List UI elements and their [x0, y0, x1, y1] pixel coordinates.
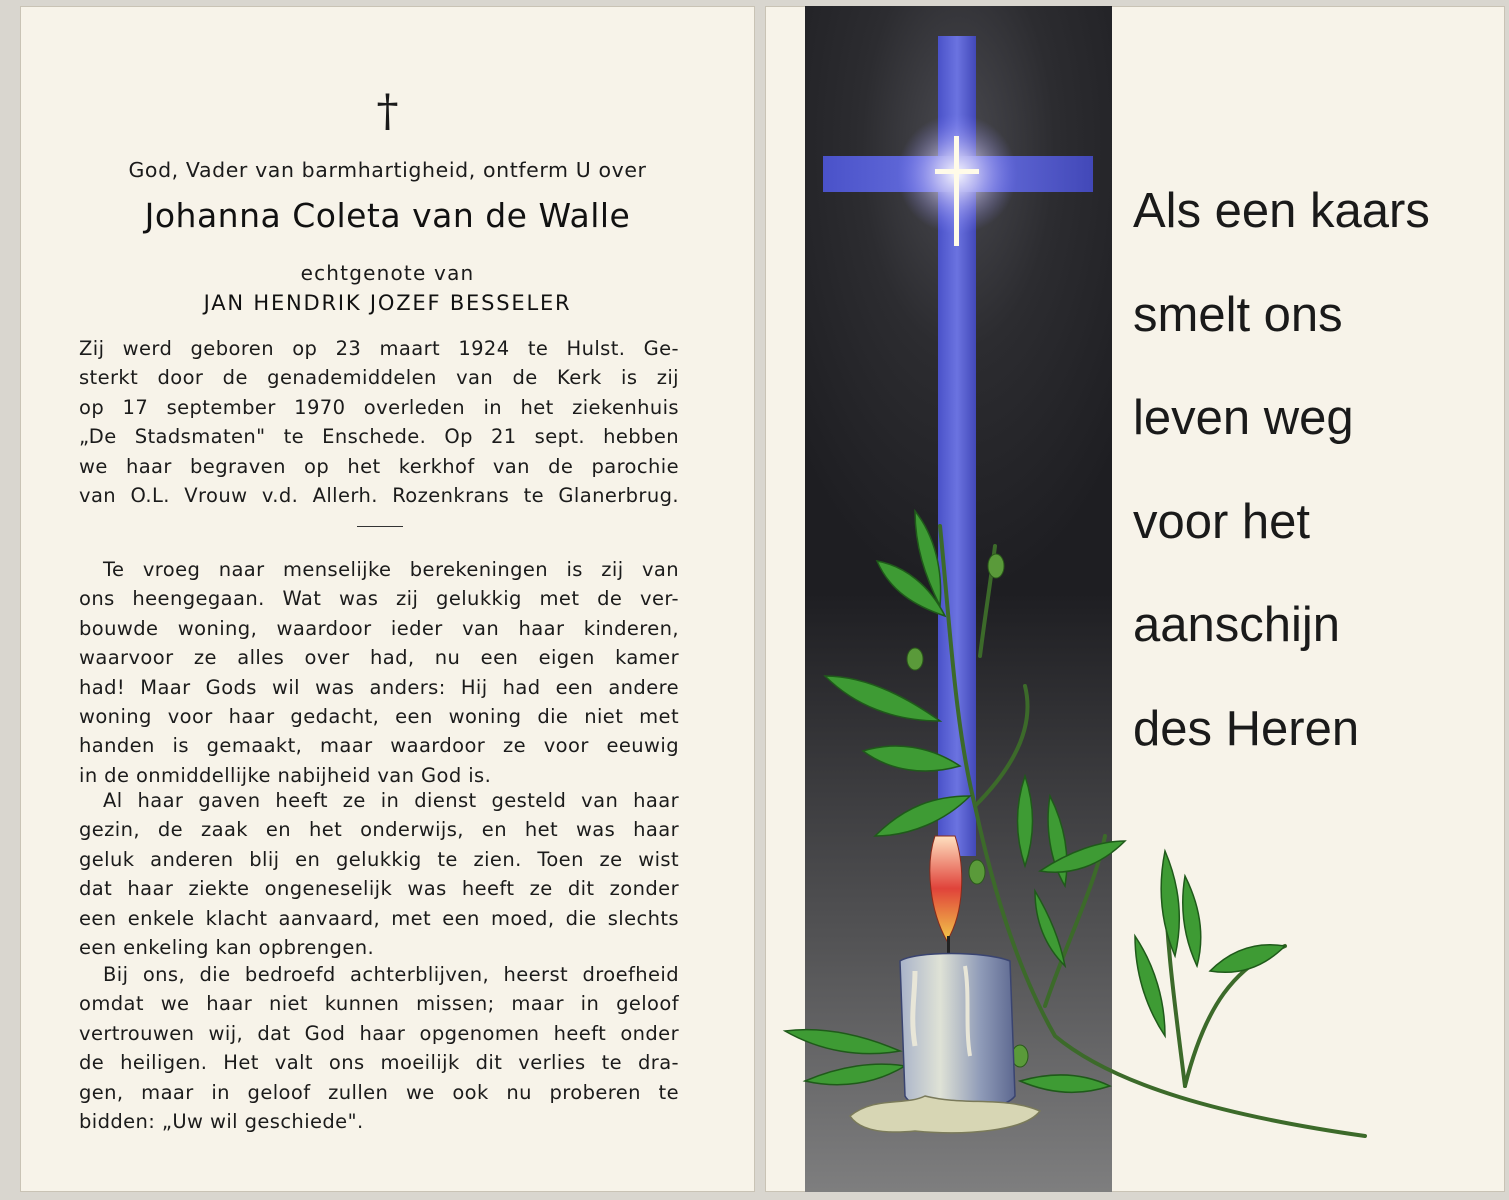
text-line: de heiligen. Het valt ons moeilijk dit verlies te dra-	[79, 1051, 679, 1075]
text-line: een enkeling kan opbrengen.	[79, 935, 375, 959]
poem-line: Als een kaars	[1133, 184, 1430, 238]
cross-icon: †	[376, 86, 399, 137]
text-line: geluk anderen blij en gelukkig te zien. Toen ze wist	[79, 847, 679, 871]
text-line: in de onmiddellijke nabijheid van God is.	[79, 763, 492, 787]
text-line: vertrouwen wij, dat God haar opgenomen heeft onder	[79, 1021, 679, 1045]
poem-line: aanschijn	[1133, 598, 1341, 652]
poem	[1133, 181, 1430, 802]
text-line: waarvoor ze alles over had, nu een eigen kamer	[79, 646, 679, 670]
cross-icon	[823, 36, 1093, 856]
divider	[357, 526, 403, 527]
text-line: dat haar ziekte ongeneselijk was heeft ze dit zonder	[79, 877, 679, 901]
memorial-card-image-side	[765, 6, 1505, 1192]
text-line: Al haar gaven heeft ze in dienst gesteld van haar	[103, 789, 679, 812]
poem-line: des Heren	[1133, 701, 1360, 756]
text-line: ons heengegaan. Wat was zij gelukkig met de ver-	[79, 587, 679, 611]
text-line: „De Stadsmaten" te Enschede. Op 21 sept. hebben	[79, 425, 679, 449]
text-line: Bij ons, die bedroefd achterblijven, heerst droefheid	[103, 963, 679, 986]
text-line: woning voor haar gedacht, een woning die niet met	[79, 704, 679, 728]
text-line: sterkt door de genademiddelen van de Kerk is zij	[79, 366, 679, 390]
reflection-paragraph-2	[79, 786, 679, 962]
deceased-name: Johanna Coleta van de Walle	[144, 196, 631, 235]
biography-paragraph	[79, 334, 679, 510]
text-line: gen, maar in geloof zullen we ook nu proberen te	[79, 1080, 679, 1104]
spouse-name: JAN HENDRIK JOZEF BESSELER	[203, 291, 572, 315]
text-line: van O.L. Vrouw v.d. Allerh. Rozenkrans te Glanerbrug.	[79, 483, 679, 507]
text-line: bouwde woning, waardoor ieder van haar kinderen,	[79, 616, 679, 640]
text-line: een enkele klacht aanvaard, met een moed, die slechts	[79, 906, 679, 930]
text-line: Te vroeg naar menselijke berekeningen is zij van	[103, 558, 679, 581]
invocation: God, Vader van barmhartigheid, ontferm U over	[128, 158, 647, 182]
text-line: omdat we haar niet kunnen missen; maar in geloof	[79, 992, 679, 1016]
reflection-paragraph-3	[79, 960, 679, 1136]
memorial-card-text-side	[20, 6, 755, 1192]
spouse-label: echtgenote van	[300, 261, 475, 285]
text-line: Zij werd geboren op 23 maart 1924 te Hulst. Ge-	[79, 337, 679, 360]
text-line: we haar begraven op het kerkhof van de parochie	[79, 454, 679, 478]
text-line: op 17 september 1970 overleden in het ziekenhuis	[79, 395, 679, 419]
poem-line: smelt ons	[1133, 287, 1343, 342]
reflection-paragraph-1	[79, 555, 679, 790]
candle-icon	[850, 836, 1040, 1133]
poem-line: voor het	[1133, 494, 1311, 549]
text-line: handen is gemaakt, maar waardoor ze voor eeuwig	[79, 734, 679, 758]
text-line: had! Maar Gods wil was anders: Hij had een andere	[79, 675, 679, 699]
poem-line: leven weg	[1133, 391, 1354, 445]
text-line: bidden: „Uw wil geschiede".	[79, 1109, 364, 1133]
text-line: gezin, de zaak en het onderwijs, en het was haar	[79, 818, 679, 842]
